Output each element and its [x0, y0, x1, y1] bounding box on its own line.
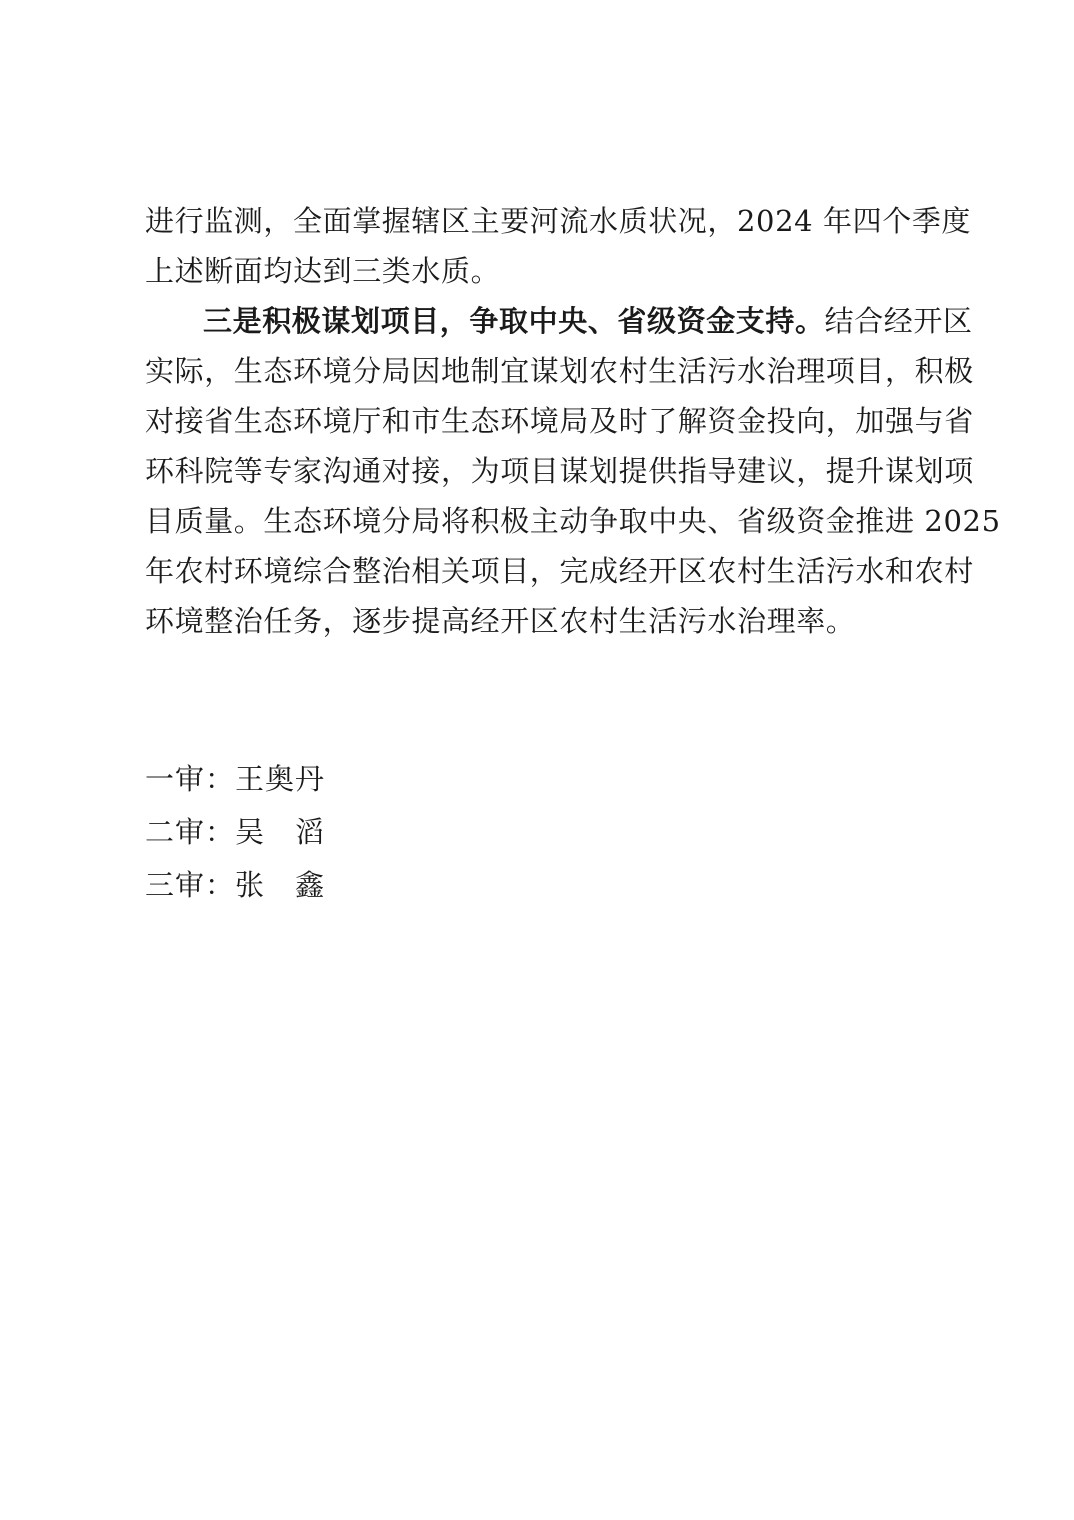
reviewer-list	[145, 753, 325, 912]
paragraph-2-line-7: 环境整治任务，逐步提高经开区农村生活污水治理率。	[145, 604, 856, 638]
reviewer-second	[145, 806, 325, 859]
paragraph-1-line-1: 进行监测，全面掌握辖区主要河流水质状况，2024 年四个季度	[145, 204, 972, 238]
reviewer-label: 三审：	[145, 868, 236, 902]
paragraph-2-line-6: 年农村环境综合整治相关项目，完成经开区农村生活污水和农村	[145, 554, 974, 588]
reviewer-label: 二审：	[145, 815, 236, 849]
paragraph-2-line-1-text: 结合经开区	[824, 304, 973, 338]
reviewer-name: 王奥丹	[235, 762, 326, 796]
paragraph-2-line-1	[145, 296, 973, 346]
section-heading: 三是积极谋划项目，争取中央、省级资金支持。	[203, 304, 825, 338]
reviewer-name: 张 鑫	[235, 868, 326, 902]
paragraph-2-line-3: 对接省生态环境厅和市生态环境局及时了解资金投向，加强与省	[145, 404, 974, 438]
reviewer-third	[145, 859, 325, 912]
paragraph-2-line-5: 目质量。生态环境分局将积极主动争取中央、省级资金推进 2025	[145, 504, 1001, 538]
paragraph-1-line-2: 上述断面均达到三类水质。	[145, 254, 501, 288]
paragraph-2-line-4: 环科院等专家沟通对接，为项目谋划提供指导建议，提升谋划项	[145, 454, 974, 488]
reviewer-name: 吴 滔	[235, 815, 326, 849]
paragraph-2-line-2: 实际，生态环境分局因地制宜谋划农村生活污水治理项目，积极	[145, 354, 974, 388]
reviewer-label: 一审：	[145, 762, 236, 796]
body-text	[145, 196, 1001, 646]
reviewer-first	[145, 753, 325, 806]
